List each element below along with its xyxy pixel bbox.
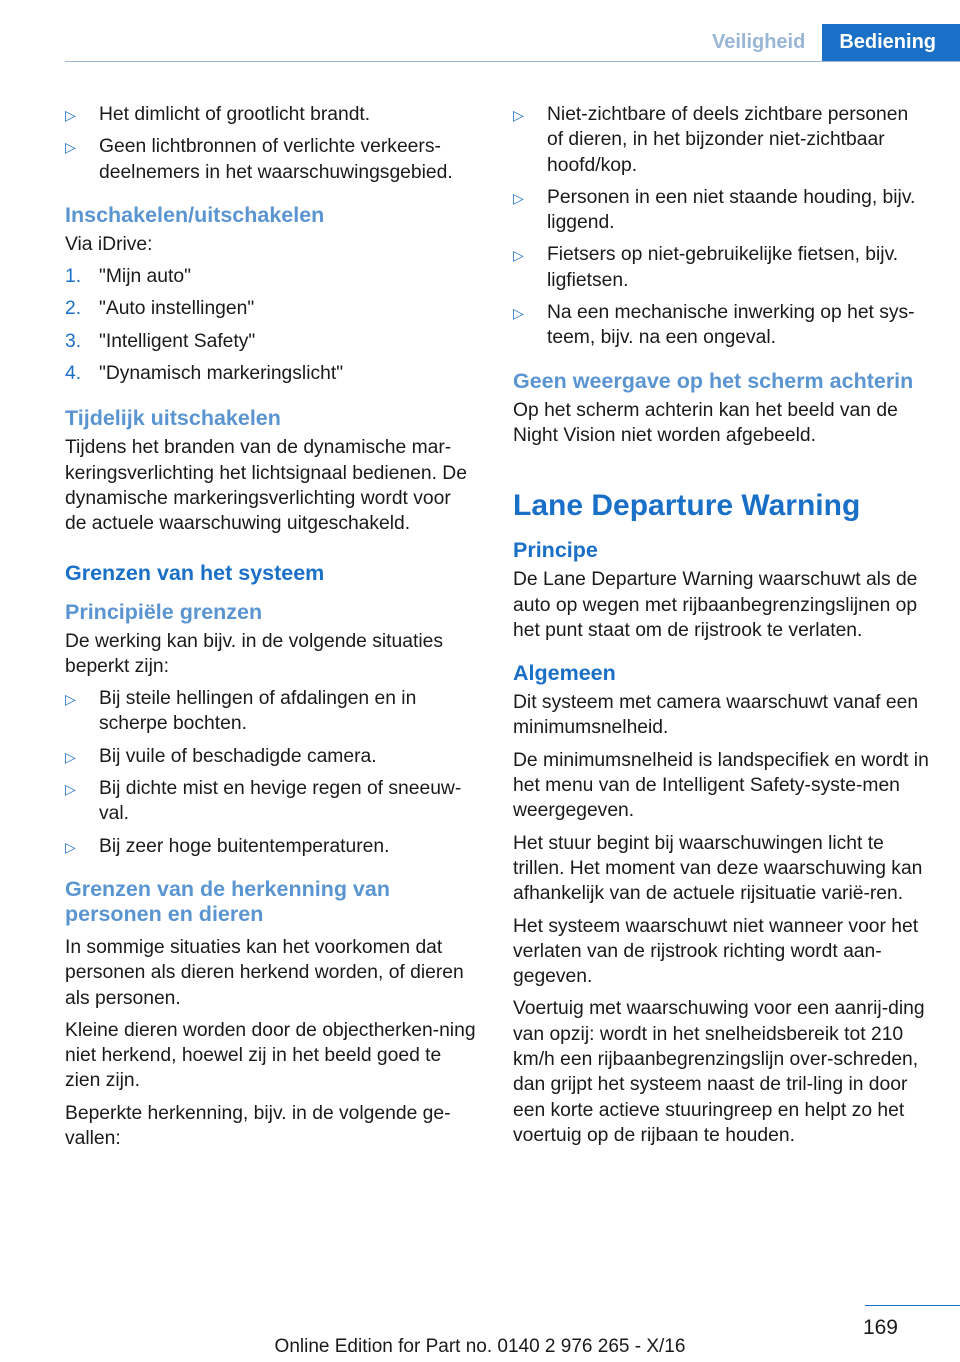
heading-herkenning: Grenzen van de herkenning van personen en dieren	[65, 876, 390, 926]
page-number: 169	[862, 1316, 898, 1339]
algemeen-paragraph: Het stuur begint bij waarschuwingen licht te trillen. Het moment van deze waarschuwing kan afhankelijk van de actuele rijsituatie varië-ren.	[513, 832, 923, 905]
heading-tijdelijk: Tijdelijk uitschakelen	[65, 406, 281, 431]
geen-weergave-text: Op het scherm achterin kan het beeld van de Night Vision niet worden afgebeeld.	[513, 399, 898, 446]
edition-footer: Online Edition for Part no. 0140 2 976 265 - X/16	[274, 1336, 686, 1357]
list-item: ▷ Bij dichte mist en hevige regen of sneeuw-val.	[65, 776, 477, 827]
herkenning-bullet-list	[513, 102, 929, 351]
list-item	[65, 361, 477, 386]
list-item	[65, 264, 477, 289]
right-column	[513, 102, 929, 1155]
intro-bullet-list	[65, 102, 477, 185]
algemeen-paragraph: Het systeem waarschuwt niet wanneer voor het verlaten van de rijstrook richting wordt aan-gegeven.	[513, 915, 919, 988]
list-item: ▷ Na een mechanische inwerking op het sys-teem, bijv. na een ongeval.	[513, 300, 929, 351]
heading-algemeen: Algemeen	[513, 661, 616, 686]
heading-grenzen: Grenzen van het systeem	[65, 560, 325, 585]
step-text: "Auto instellingen"	[99, 298, 255, 320]
list-item: ▷ Geen lichtbronnen of verlichte verkeers-deelnemers in het waarschuwingsgebied.	[65, 134, 477, 185]
list-item: ▷ Fietsers op niet-gebruikelijke fietsen, bijv. ligfietsen.	[513, 242, 929, 293]
list-item: ▷ Bij zeer hoge buitentemperaturen.	[65, 834, 477, 859]
herkenning-paragraph: Beperkte herkenning, bijv. in de volgende ge-vallen:	[65, 1102, 451, 1150]
principe-text: De Lane Departure Warning waarschuwt als de auto op wegen met rijbaanbegrenzingslijnen op het punt staat om de rijstrook te verlaten.	[513, 569, 918, 641]
step-text: "Mijn auto"	[99, 266, 191, 288]
left-column	[65, 102, 477, 1158]
list-item: ▷ Niet-zichtbare of deels zichtbare personen of dieren, in het bijzonder niet-zichtbaar hoofd/kop.	[513, 102, 929, 178]
chapter-tabs	[695, 24, 960, 61]
step-text: "Intelligent Safety"	[99, 330, 256, 352]
footer-rule	[865, 1305, 960, 1306]
list-item: ▷ Het dimlicht of grootlicht brandt.	[65, 102, 477, 127]
heading-lane-departure-warning: Lane Departure Warning	[513, 489, 861, 523]
heading-principe: Principe	[513, 538, 598, 563]
heading-geen-weergave: Geen weergave op het scherm achterin	[513, 368, 914, 393]
list-item: ▷ Bij vuile of beschadigde camera.	[65, 744, 477, 769]
principiele-text: De werking kan bijv. in de volgende situaties beperkt zijn:	[65, 630, 443, 677]
step-number: 2.	[65, 298, 82, 320]
herkenning-paragraph: Kleine dieren worden door de objectherken-ning niet herkend, hoewel zij in het beeld goed te zien zijn.	[65, 1019, 476, 1092]
tab-bediening[interactable]: Bediening	[822, 24, 960, 61]
list-item	[65, 296, 477, 321]
header-rule	[65, 61, 960, 62]
step-number: 1.	[65, 266, 82, 288]
step-text: "Dynamisch markeringslicht"	[99, 363, 344, 385]
list-item: ▷ Bij steile hellingen of afdalingen en in scherpe bochten.	[65, 686, 477, 737]
herkenning-paragraph: In sommige situaties kan het voorkomen dat personen als dieren herkend worden, of dieren als personen.	[65, 936, 464, 1009]
algemeen-paragraph: Voertuig met waarschuwing voor een aanrij-ding van opzij: wordt in het snelheidsbereik tot 210 km/h een rijbaanbegrenzingslijn over-schreden, dan grijpt het systeem naast de tril-ling in door een korte actieve stuuringreep en helpt zo het voertuig op de rijbaan te houden.	[513, 998, 925, 1146]
algemeen-paragraph: Dit systeem met camera waarschuwt vanaf een minimumsnelheid.	[513, 692, 919, 739]
heading-principiele: Principiële grenzen	[65, 599, 263, 624]
list-item	[65, 329, 477, 354]
via-idrive-text: Via iDrive:	[65, 233, 153, 255]
step-number: 4.	[65, 363, 82, 385]
list-item: ▷ Personen in een niet staande houding, bijv. liggend.	[513, 185, 929, 236]
principiele-bullet-list	[65, 686, 477, 859]
tijdelijk-text: Tijdens het branden van de dynamische mar-keringsverlichting het lichtsignaal bedienen. De dynamische markeringsverlichting wordt voor de actuele waarschuwing uitgeschakeld.	[65, 437, 467, 535]
algemeen-paragraph: De minimumsnelheid is landspecifiek en wordt in het menu van de Intelligent Safety-syste-men weergegeven.	[513, 749, 929, 822]
step-number: 3.	[65, 330, 82, 352]
idrive-steps	[65, 264, 477, 386]
heading-inschakelen: Inschakelen/uitschakelen	[65, 202, 325, 227]
tab-veiligheid[interactable]: Veiligheid	[711, 31, 806, 53]
